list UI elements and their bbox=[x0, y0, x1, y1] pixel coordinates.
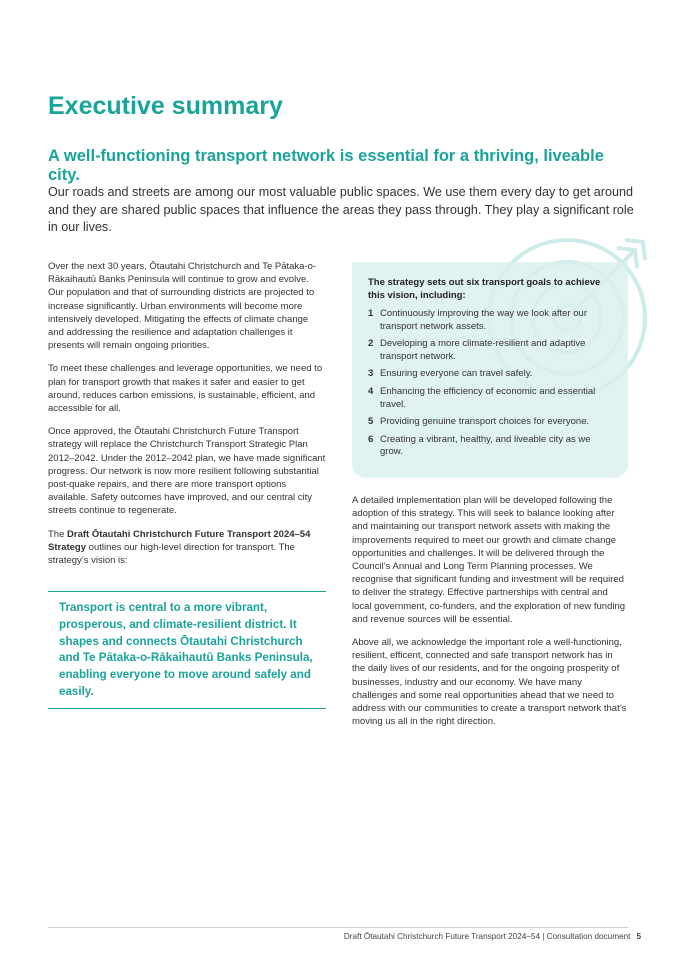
page-number: 5 bbox=[636, 932, 641, 941]
left-paragraph-2: To meet these challenges and leverage opportunities, we need to plan for transport growth that makes it safer and easier to get around, reduces carbon emissions, is sustainable, efficient, and accessible for all. bbox=[48, 363, 323, 415]
right-paragraph-2: Above all, we acknowledge the important role a well-functioning, resilient, efficent, connected and safe transport network has in the daily lives of our residents, and for the ongoing prosperity of businesses, industry and our economy. We have many challenges and some real opportunities ahead that we need to address with our communities to create a transport network that’s moving us all in the right direction. bbox=[352, 637, 627, 728]
goal-number: 3 bbox=[368, 368, 374, 380]
goal-item bbox=[368, 386, 614, 411]
goal-number: 2 bbox=[368, 338, 374, 350]
goal-item bbox=[368, 338, 614, 363]
intro-paragraph: Our roads and streets are among our most valuable public spaces. We use them every day to get around and they are shared public spaces that influence the areas they pass through. They play a significant role in our lives. bbox=[48, 185, 634, 234]
footer-text: Draft Ōtautahi Christchurch Future Transport 2024–54 | Consultation document bbox=[343, 932, 631, 941]
goal-item bbox=[368, 308, 614, 333]
left-paragraph-1: Over the next 30 years, Ōtautahi Christchurch and Te Pātaka-o-Rākaihautū Banks Peninsula will continue to grow and evolve. Our population and that of surrounding districts are projected to increase significantly. Urban environments will become more intensively developed. Mitigating the effects of climate change and addressing the resilience and adaptation challenges it presents will remain ongoing priorities. bbox=[48, 261, 317, 352]
goal-item bbox=[368, 434, 614, 459]
goal-number: 4 bbox=[368, 385, 374, 397]
goal-text: Continuously improving the way we look after our transport network assets. bbox=[380, 308, 587, 332]
goal-text: Providing genuine transport choices for everyone. bbox=[380, 416, 590, 428]
page-footer bbox=[344, 932, 641, 941]
goal-text: Enhancing the efficiency of economic and essential travel. bbox=[380, 385, 596, 410]
right-paragraph-1: A detailed implementation plan will be developed following the adoption of this strategy. This will seek to balance looking after and maintaining our transport network assets with making the improvements required to meet our growth and climate change opportunities and challenges. It will be delivered through the Council’s Annual and Long Term Planning processes. We recognise that significant funding and investment will be required to deliver the strategy. Effective partnerships with central and local government, co-funders, and the exploration of new funding and revenue sources will be essential. bbox=[352, 495, 626, 625]
vision-statement: Transport is central to a more vibrant, prosperous, and climate-resilient district. It shapes and connects Ōtautahi Christchurch and Te Pātaka-o-Rākaihautū Banks Peninsula, enabling everyone to move around safely and easily. bbox=[59, 601, 313, 698]
goal-text: Creating a vibrant, healthy, and liveable city as we grow. bbox=[380, 433, 591, 458]
left-column bbox=[48, 260, 326, 577]
left-paragraph-4 bbox=[48, 528, 326, 568]
left-paragraph-3: Once approved, the Ōtautahi Christchurch Future Transport strategy will replace the Christchurch Transport Strategic Plan 2012–2042. Under the 2012–2042 plan, we have made significant progress. Our network is now more resilient following substantial post-quake repairs, and there are more transport options available. Safety outcomes have improved, and our central city streets continue to regenerate. bbox=[48, 426, 326, 517]
page-title: Executive summary bbox=[48, 92, 283, 120]
goal-text: Ensuring everyone can travel safely. bbox=[380, 368, 533, 380]
goal-number: 5 bbox=[368, 416, 374, 428]
goal-number: 6 bbox=[368, 433, 374, 445]
strategy-intro-prefix: The bbox=[48, 528, 68, 540]
goals-intro: The strategy sets out six transport goals to achieve this vision, including: bbox=[368, 277, 601, 301]
page-subtitle: A well-functioning transport network is essential for a thriving, liveable city. bbox=[48, 147, 604, 184]
strategy-name: Draft Ōtautahi Christchurch Future Transport 2024–54 Strategy bbox=[48, 528, 311, 553]
footer-divider bbox=[48, 927, 628, 928]
goals-box bbox=[352, 262, 628, 478]
goal-item bbox=[368, 416, 614, 429]
goal-text: Developing a more climate-resilient and adaptive transport network. bbox=[380, 338, 586, 362]
goal-item bbox=[368, 368, 614, 381]
vision-callout bbox=[48, 591, 326, 709]
goal-number: 1 bbox=[368, 308, 374, 319]
right-column bbox=[352, 494, 628, 738]
goals-list bbox=[368, 308, 614, 459]
strategy-intro-suffix: outlines our high-level direction for transport. The strategy’s vision is: bbox=[48, 541, 295, 567]
